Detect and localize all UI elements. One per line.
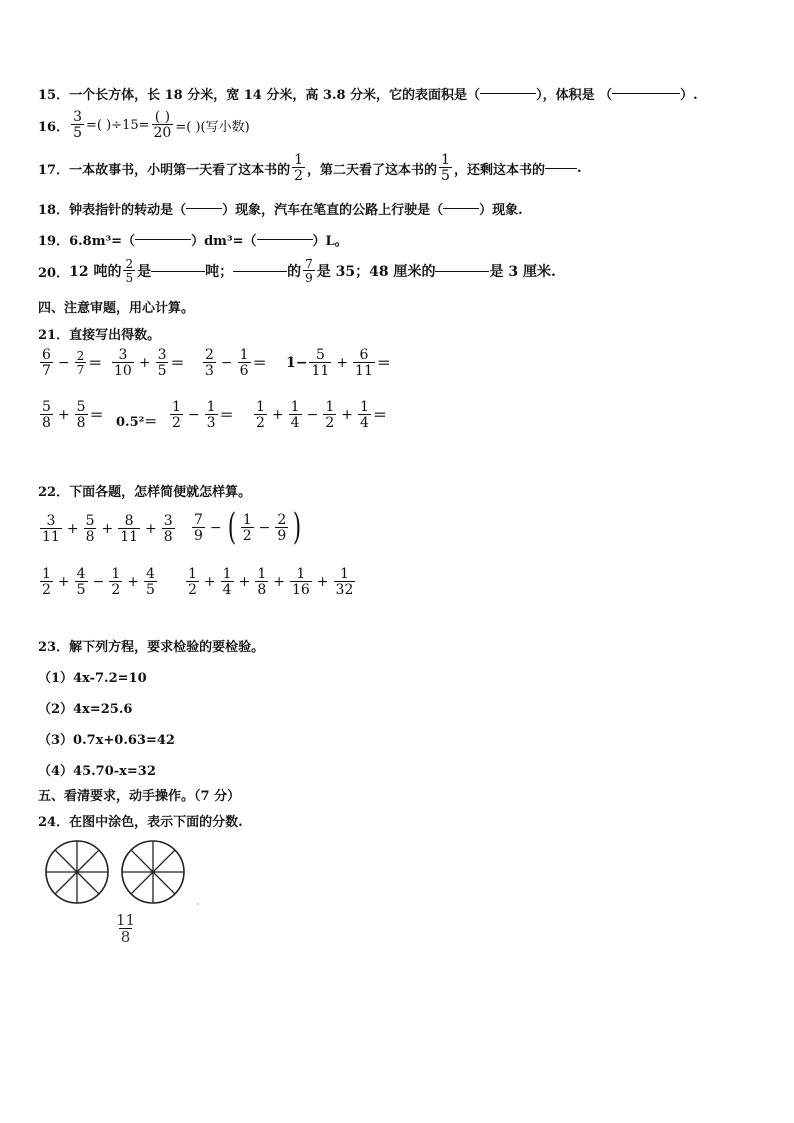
question-23-title: 23．解下列方程，要求检验的要检验。 bbox=[38, 640, 265, 655]
expression: $\frac{1}{2}$ + $\frac{4}{5}$ − $\frac{1}{2}$ + $\frac{4}{5}$ bbox=[42, 566, 155, 598]
expression: $\frac{2}{3}$ − $\frac{1}{6}$ ＝ bbox=[205, 347, 267, 379]
expression: $\frac{7}{9}$ − ( $\frac{1}{2}$ − $\frac{2}{9}$ ) bbox=[194, 507, 302, 548]
expression: $\frac{3}{10}$ + $\frac{3}{5}$ ＝ bbox=[114, 347, 185, 379]
answer-blank[interactable] bbox=[257, 239, 313, 240]
question-24-title: 24．在图中涂色，表示下面的分数. bbox=[38, 815, 243, 830]
answer-blank[interactable] bbox=[435, 271, 489, 272]
fraction: $\frac{7}{9}$ bbox=[305, 257, 313, 285]
equation-4: （4）45.70-x=32 bbox=[38, 764, 156, 779]
answer-blank[interactable] bbox=[186, 208, 222, 209]
circle-2[interactable] bbox=[122, 841, 184, 903]
question-20: 20． 12 吨的 $\frac{2}{5}$ 是 吨； 的 $\frac{7}{9}$ 是 35；48 厘米的 是 3 厘米. bbox=[38, 257, 556, 285]
fraction: $\frac{1}{5}$ bbox=[441, 152, 450, 184]
segment-divider bbox=[131, 850, 153, 872]
question-15: 15． 一个长方体，长 18 分米，宽 14 分米，高 3.8 分米，它的表面积是（ ），体积是 （ ）. bbox=[38, 88, 698, 103]
segment-divider bbox=[153, 850, 175, 872]
answer-blank[interactable] bbox=[233, 271, 287, 272]
section-5-heading: 五、看清要求，动手操作。（7 分） bbox=[38, 789, 241, 804]
segment-divider bbox=[77, 850, 99, 872]
segment-divider bbox=[77, 872, 99, 894]
expression: $\frac{5}{8}$ + $\frac{5}{8}$ ＝ bbox=[42, 399, 104, 431]
fraction: $\frac{1}{2}$ bbox=[294, 152, 304, 184]
question-21-title: 21．直接写出得数。 bbox=[38, 328, 161, 343]
target-fraction: $\frac{11}{8}$ bbox=[116, 911, 136, 946]
question-16: 16． $\frac{3}{5}$ =( )÷15= $\frac{( )}{20}$ =( )(写小数) bbox=[38, 109, 250, 141]
segment-divider bbox=[55, 872, 77, 894]
expression: 0.5²＝ bbox=[116, 415, 158, 430]
question-19: 19． 6.8m³=（ ）dm³=（ ）L。 bbox=[38, 234, 348, 249]
equation-2: （2）4x=25.6 bbox=[38, 702, 133, 717]
answer-blank[interactable] bbox=[545, 168, 577, 169]
circle-1[interactable] bbox=[46, 841, 108, 903]
segment-divider bbox=[55, 850, 77, 872]
fraction-circles[interactable] bbox=[40, 838, 200, 908]
question-18: 18． 钟表指针的转动是（ ）现象，汽车在笔直的公路上行驶是（ ）现象. bbox=[38, 203, 523, 218]
segment-divider bbox=[153, 872, 175, 894]
answer-blank[interactable] bbox=[443, 208, 479, 209]
answer-blank[interactable] bbox=[151, 271, 205, 272]
expression: $\frac{3}{11}$ + $\frac{5}{8}$ + $\frac{8}{11}$ + $\frac{3}{8}$ bbox=[42, 513, 173, 545]
expression: $\frac{1}{2}$ + $\frac{1}{4}$ + $\frac{1}{8}$ + $\frac{1}{16}$ + $\frac{1}{32}$ bbox=[188, 566, 354, 598]
fraction: $\frac{2}{5}$ bbox=[125, 257, 134, 285]
fraction: $\frac{( )}{20}$ bbox=[153, 109, 172, 141]
fraction: $\frac{3}{5}$ bbox=[73, 109, 83, 141]
answer-blank[interactable] bbox=[135, 239, 191, 240]
expression: $\frac{6}{7}$ − $\frac{2}{7}$ ＝ bbox=[42, 347, 103, 379]
question-22-title: 22．下面各题，怎样简便就怎样算。 bbox=[38, 485, 252, 500]
expression: 1− $\frac{5}{11}$ + $\frac{6}{11}$ ＝ bbox=[286, 347, 391, 379]
expression: $\frac{1}{2}$ + $\frac{1}{4}$ − $\frac{1}{2}$ + $\frac{1}{4}$ ＝ bbox=[256, 399, 387, 431]
equation-3: （3）0.7x+0.63=42 bbox=[38, 733, 175, 748]
segment-divider bbox=[131, 872, 153, 894]
section-4-heading: 四、注意审题，用心计算。 bbox=[38, 301, 195, 316]
answer-blank[interactable] bbox=[480, 93, 536, 94]
expression: $\frac{1}{2}$ − $\frac{1}{3}$ ＝ bbox=[172, 399, 234, 431]
question-17: 17． 一本故事书，小明第一天看了这本书的 $\frac{1}{2}$ ，第二天看了这本书的 $\frac{1}{5}$ ，还剩这本书的 . bbox=[38, 152, 582, 184]
answer-blank[interactable] bbox=[612, 93, 680, 94]
equation-1: （1）4x-7.2=10 bbox=[38, 671, 147, 686]
